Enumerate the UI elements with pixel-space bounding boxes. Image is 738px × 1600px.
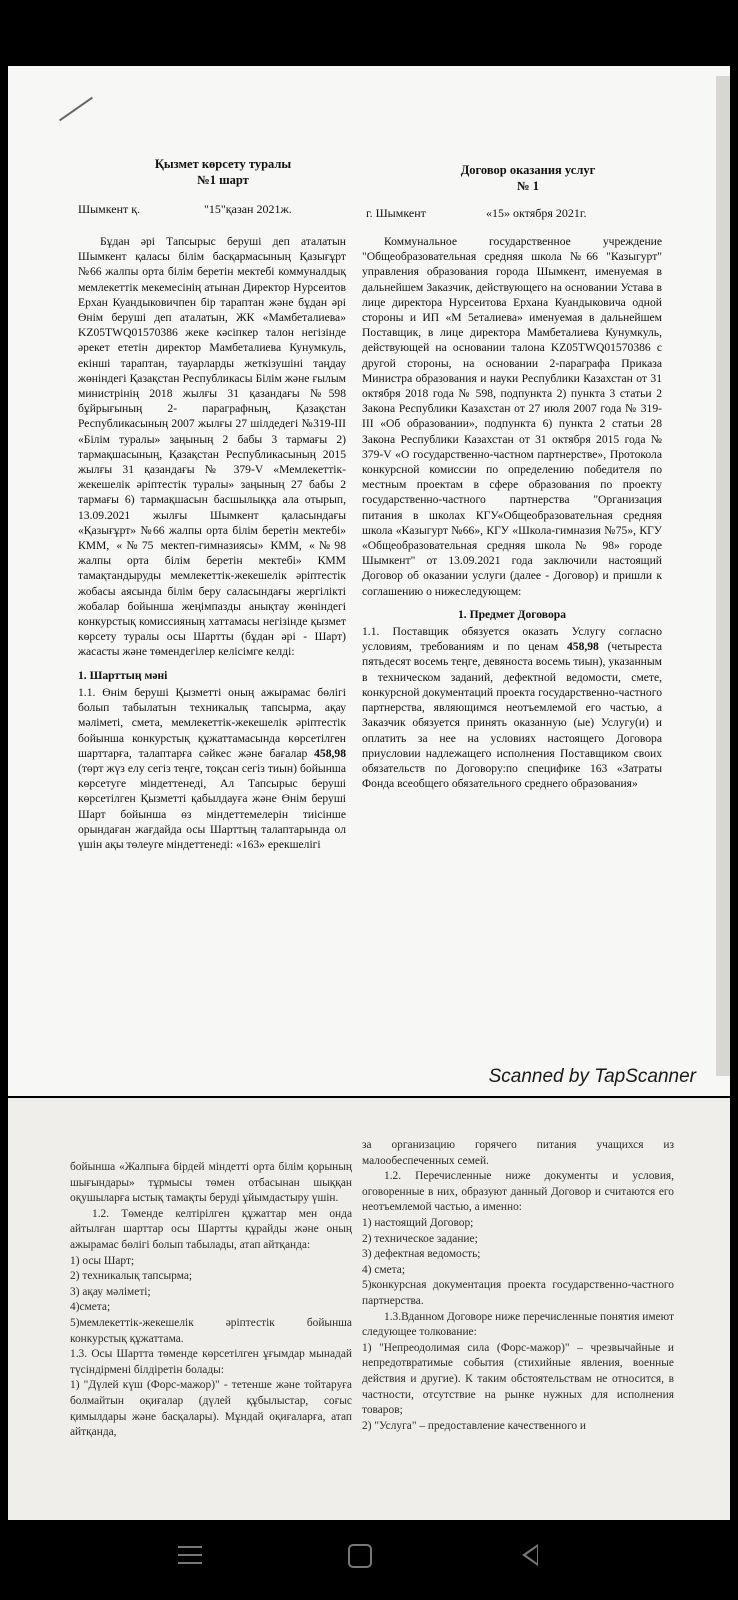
kz-intro: Бұдан әрі Тапсырыс беруші деп аталатын Шымкент қаласы білім басқармасының Қазығұрт №66 жалпы орта білім беретін мектебі коммуналдық мемлекеттік мекемесінің атынан Директор Нурсеитов Ерхан Куандыковичпен бір тараптан және бұдан әрі Өнім беруші деп аталатын, ЖК «Мамбеталиева» KZ05TWQ01570386 жеке кәсіпкер талон негізінде әрекет ететін директор Мамбеталиева Кунумкуль, екінші тараптан, тауарларды жеткізушіні таңдау жөніндегі Қазақстан Республикасы Білім және ғылым министрінің 2018 жылғы 31 қазандағы №598 бұйрығының 2- параграфның, Қазақстан Республикасының 2007 жылғы 27 шілдедегі №319-ІІІ «Білім туралы» заңының 2 бабы 3 тармағы 2) тармақшасының, Қазақстан Республикасының 2015 жылғы 31 қазандағы № 379-V «Мемлекеттік-жекешелік әріптестік туралы» заңының 27 бабы 2 тармағы 6) тармақшасын басшылыққа ала отырып, 13.09.2021 жылғы Шымкент қаласындағы «Қазығұрт» №66 жалпы орта білім беретін мектебі» КММ, «№75 мектеп-гимназиясы» КММ, «№98 жалпы орта білім беретін мектебі» КММ тамақтандыруды мемлекеттік-жекешелік әріптестік жобасы аясында білім беру саласындағы жергілікті жобалар бойынша жеңімпазды анықтау жөніндегі конкурстық комиссияның хаттамасы негізінде қызмет көрсету туралы осы Шартты (бұдан әрі - Шарт) жасасты және төмендегілер келісімге келді: xyxy=(78,235,346,659)
ru-column-2 xyxy=(362,1138,674,1434)
kz-clause-1-1 xyxy=(78,685,346,852)
kz-price: 458,98 xyxy=(314,746,346,760)
kz-line: 4)смета; xyxy=(70,1301,111,1314)
kz-line: 1) "Дүлей күш (Форс-мажор)" - тетенше және тойтаруға болмайтын оқиғалар (дүлей құбылыстар, соғыс қимылдары және басқалары). Мұндай оқиғаларға, атап айтқанда, xyxy=(70,1379,352,1439)
ru-date: «15» октября 2021г. xyxy=(486,206,587,220)
ru-column xyxy=(362,234,662,791)
ru-line: 3) дефектная ведомость; xyxy=(362,1248,481,1261)
kz-column-2 xyxy=(70,1160,352,1441)
ru-line: 5)конкурсная документация проекта государственно-частного партнерства. xyxy=(362,1279,674,1307)
kz-date: "15"қазан 2021ж. xyxy=(204,202,292,216)
ru-line: 1.3.Вданном Договоре ниже перечисленные понятия имеют следующее толкование: xyxy=(362,1310,674,1339)
ru-section-heading: 1. Предмет Договора xyxy=(457,607,567,621)
ru-line: за организацию горячего питания учащихся из малообеспеченных семей. xyxy=(362,1139,674,1167)
home-icon[interactable] xyxy=(348,1544,372,1568)
ru-clause-1-1-start: 1.1. Поставщик обязуется оказать Услугу согласно условиям, требованиям и по ценам xyxy=(362,625,662,654)
kz-city: Шымкент қ. xyxy=(78,202,141,216)
ru-line: 1) "Непреодолимая сила (Форс-мажор)" – чрезвычайные и непредотвратимые события (стихийные явления, военные действия и другие). К таким обстоятельствам не относится, в частности, отсутствие на рынке нужных для исполнения товаров; xyxy=(362,1341,674,1417)
ru-title xyxy=(378,162,678,194)
ru-clause-1-1-end: (четыреста пятьдесят восемь теңге, девяноста восемь тиын), указанным в техническом заданий, дефектной ведомости, смете, конкурсной документаций проекта государственно-частного партнерства, являющимся неотъемлемой его частью, а Заказчик обязуется принять оказанную (ые) Услугу(и) и оплатить за нее на условиях настоящего Договора приусловии надлежащего исполнения Поставщиком своих обязательств по Договору:по специфике 163 «Затраты Фонда всеобщего обязательного среднего образования» xyxy=(362,640,662,791)
kz-title-line-1: Қызмет көрсету туралы xyxy=(154,157,292,171)
kz-line: 3) ақау мәліметі; xyxy=(70,1285,151,1298)
scanner-watermark: Scanned by TapScanner xyxy=(488,1066,696,1087)
ru-price: 458,98 xyxy=(566,640,599,654)
ru-line: 2) "Услуга" – предоставление качественного и xyxy=(362,1419,586,1432)
ru-city: г. Шымкент xyxy=(366,206,426,220)
kz-line: 2) техникалық тапсырма; xyxy=(70,1270,193,1283)
ru-line: 1.2. Перечисленные ниже документы и условия, оговоренные в них, образуют данный Договор и считаются его неотъемлемой частью, а именно: xyxy=(362,1170,674,1214)
kz-title-line-2: №1 шарт xyxy=(197,173,249,187)
ru-line: 2) техническое задание; xyxy=(362,1232,478,1245)
ru-line: 1) настоящий Договор; xyxy=(362,1216,474,1229)
scanned-page-2 xyxy=(8,1098,730,1520)
ru-title-line-1: Договор оказания услуг xyxy=(460,163,596,177)
ru-title-line-2: № 1 xyxy=(517,179,539,193)
kz-title xyxy=(98,156,348,188)
kz-line: бойынша «Жалпыға бірдей міндетті орта білім қорының шығындары» тұрмысы төмен отбасынан шыққан оқушыларға ыстық тамақты беруді ұйымдастыру үшін. xyxy=(70,1161,352,1205)
scanned-page-1 xyxy=(8,66,730,1096)
kz-line: 1) осы Шарт; xyxy=(70,1254,135,1267)
kz-column xyxy=(78,234,346,852)
kz-clause-1-1-end: (төрт жүз елу сегіз теңге, тоқсан сегіз тиын) бойынша көрсетуге міндеттенеді, Ал Тапсырыс беруші көрсетілген Қызметті қабылдауға және Өнім беруші Шарт бойынша өз міндеттемелерін тиісінше орындаған жағдайда осы Шарттың талаптарында ол үшін ақы төлеуге міндеттенеді: «163» ерекшелігі xyxy=(78,761,346,851)
kz-clause-1-1-start: 1.1. Өнім беруші Қызметті оның ажырамас бөлігі болып табылатын техникалық тапсырма, ақау мәліметі, смета, мемлекеттік-жекешелік әріптестік бойынша конкурстық құжаттамасында көрсетілген шарттарға, талаптарға сәйкес және бағалар xyxy=(78,685,346,760)
navigation-bar xyxy=(0,1520,738,1600)
ru-line: 4) смета; xyxy=(362,1263,405,1276)
status-bar xyxy=(0,0,738,62)
ru-intro: Коммунальное государственное учреждение "Общеобразовательная средняя школа №66 "Казыгурт" управления образования города Шымкент, именуемая в дальнейшем Заказчик, действующего на основании Устава в лице директора Нурсеитова Ерхана Куандыковича одной стороны и ИП «М 5еталиева» именуемая в дальнейшем Поставщик, в лице директора Мамбеталиева Кунумкуль, действующей на основании талона KZ05TWQ01570386 с другой стороны, на основании 2-параграфа Приказа Министра образования и науки Республики Казахстан от 31 октября 2018 года № 598, подпункта 2) пункта 3 статьи 2 Закона Республики Казахстан от 27 июля 2007 года № 319-III «Об образовании», подпункта 6) пункта 2 статьи 28 Закона Республики Казахстан от 31 октября 2015 года № 379-V «О государственно-частном партнерстве», Протокола конкурсной комиссии по определению победителя по местным проектам в сфере образования по проекту государственно-частного партнерства "Организация питания в школах КГУ«Общеобразовательная средняя школа «Казыгурт №66», КГУ «Школа-гимназия №75», КГУ «Общеобразовательная средняя школа № 98» городе Шымкент" от 13.09.2021 года заключили настоящий Договор об оказании услуги (далее - Договор) и пришли к соглашению о нижеследующем: xyxy=(362,235,662,598)
page-edge-shadow xyxy=(716,76,730,1076)
back-icon[interactable] xyxy=(522,1544,538,1566)
ru-clause-1-1 xyxy=(362,624,662,791)
pen-mark xyxy=(59,97,93,122)
kz-line: 5)мемлекеттік-жекешелік әріптестік бойынша конкурстық құжаттама. xyxy=(70,1316,352,1345)
kz-line: 1.2. Төменде келтірілген құжаттар мен онда айтылған шарттар осы Шартты құрайды және оның ажырамас бөлігі болып табылады, атап айтқанда: xyxy=(70,1207,352,1251)
recents-menu-icon[interactable] xyxy=(178,1546,202,1570)
kz-section-heading: 1. Шарттың мәні xyxy=(78,668,168,682)
kz-line: 1.3. Осы Шартта төменде көрсетілген ұғымдар мынадай түсіндірмені білдіретін болады: xyxy=(70,1348,352,1376)
